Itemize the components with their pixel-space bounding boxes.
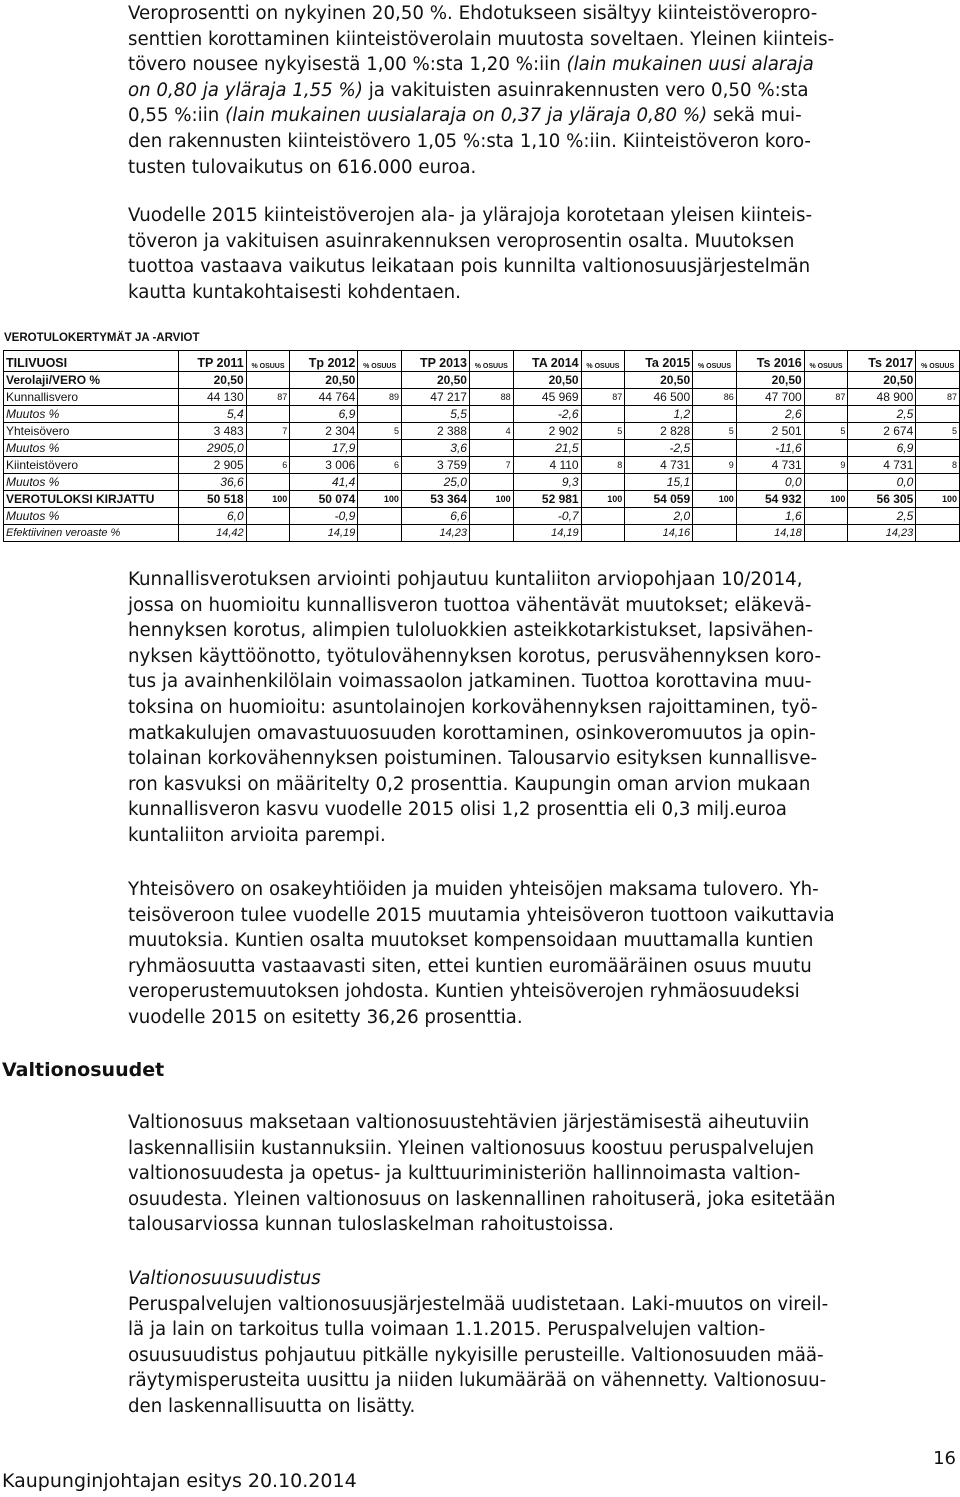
- value-cell: 2905,0: [178, 440, 246, 457]
- value-cell: -2,6: [513, 406, 581, 423]
- share-cell: [916, 525, 960, 542]
- value-cell: 50 074: [290, 491, 358, 508]
- table-row: [4, 457, 960, 474]
- italic-text: on 0,80 ja yläraja 1,55 %): [128, 79, 363, 101]
- value-cell: 47 217: [401, 389, 469, 406]
- value-cell: 2 902: [513, 423, 581, 440]
- header-cell: Ts 2017: [848, 351, 916, 372]
- share-cell: [469, 508, 513, 525]
- footer-text: Kaupunginjohtajan esitys 20.10.2014: [2, 1470, 357, 1492]
- row-label: Muutos %: [4, 474, 179, 491]
- header-cell: TP 2013: [401, 351, 469, 372]
- value-cell: 6,0: [178, 508, 246, 525]
- share-cell: [804, 508, 848, 525]
- value-cell: 6,9: [290, 406, 358, 423]
- share-cell: 4: [469, 423, 513, 440]
- share-cell: [693, 406, 737, 423]
- share-cell: [916, 372, 960, 389]
- share-cell: 5: [693, 423, 737, 440]
- text-line: töveron ja vakituisen asuinrakennuksen veroprosentin osalta. Muutoksen: [128, 230, 795, 252]
- value-cell: 2,5: [848, 508, 916, 525]
- italic-text: (lain mukainen uusi alaraja: [566, 54, 814, 76]
- share-cell: 87: [916, 389, 960, 406]
- table-row: [4, 440, 960, 457]
- value-cell: 46 500: [625, 389, 693, 406]
- share-cell: [246, 372, 290, 389]
- share-cell: [358, 508, 402, 525]
- value-cell: 4 110: [513, 457, 581, 474]
- value-cell: 1,2: [625, 406, 693, 423]
- text-line: teisöveroon tulee vuodelle 2015 muutamia yhteisöveron tuottoon vaikuttavia: [128, 904, 835, 926]
- share-cell: 6: [358, 457, 402, 474]
- share-cell: 7: [469, 457, 513, 474]
- row-label: Muutos %: [4, 406, 179, 423]
- share-cell: [804, 372, 848, 389]
- value-cell: 5,4: [178, 406, 246, 423]
- header-cell: TILIVUOSI: [4, 351, 179, 372]
- table-row: [4, 525, 960, 542]
- text-line: ron kasvuksi on määritelty 0,2 prosenttia. Kaupungin oman arvion mukaan: [128, 773, 811, 795]
- text-line: tuottoa vastaava vaikutus leikataan pois kunnilta valtionosuusjärjestelmän: [128, 256, 811, 278]
- value-cell: 14,19: [513, 525, 581, 542]
- table-row: [4, 372, 960, 389]
- value-cell: 14,42: [178, 525, 246, 542]
- value-cell: 21,5: [513, 440, 581, 457]
- value-cell: 14,16: [625, 525, 693, 542]
- share-cell: [246, 474, 290, 491]
- value-cell: 20,50: [290, 372, 358, 389]
- text-line: den rakennusten kiinteistövero 1,05 %:sta 1,10 %:iin. Kiinteistöveron koro-: [128, 130, 811, 152]
- italic-text: (lain mukainen uusialaraja on 0,37 ja yläraja 0,80 %): [225, 105, 708, 127]
- value-cell: 52 981: [513, 491, 581, 508]
- value-cell: 2,6: [736, 406, 804, 423]
- text-line: osuudesta. Yleinen valtionosuus on laskennallinen rahoituserä, joka esitetään: [128, 1188, 836, 1210]
- text-line: muutoksia. Kuntien osalta muutokset kompensoidaan muuttamalla kuntien: [128, 930, 814, 952]
- share-cell: 100: [246, 491, 290, 508]
- text-line: laskennallisiin kustannuksiin. Yleinen valtionosuus koostuu peruspalvelujen: [128, 1137, 815, 1159]
- share-cell: 100: [693, 491, 737, 508]
- value-cell: 3 483: [178, 423, 246, 440]
- value-cell: 2,5: [848, 406, 916, 423]
- share-cell: [469, 474, 513, 491]
- row-label: Efektiivinen veroaste %: [4, 525, 179, 542]
- value-cell: 14,23: [401, 525, 469, 542]
- paragraph-corporate-tax: [128, 877, 958, 1031]
- value-cell: 3 006: [290, 457, 358, 474]
- share-cell: [469, 525, 513, 542]
- share-cell: [581, 525, 625, 542]
- table-row: [4, 423, 960, 440]
- table-row: [4, 389, 960, 406]
- header-cell: TA 2014: [513, 351, 581, 372]
- share-cell: 100: [581, 491, 625, 508]
- value-cell: 14,19: [290, 525, 358, 542]
- share-cell: 87: [246, 389, 290, 406]
- value-cell: 1,6: [736, 508, 804, 525]
- text-line: den laskennallisuutta on lisätty.: [128, 1395, 416, 1417]
- header-pct-cell: % OSUUS: [358, 351, 402, 372]
- row-label: Muutos %: [4, 508, 179, 525]
- share-cell: 100: [804, 491, 848, 508]
- value-cell: 2 304: [290, 423, 358, 440]
- share-cell: [804, 474, 848, 491]
- share-cell: [358, 525, 402, 542]
- text-line: kunnallisveron kasvu vuodelle 2015 olisi 1,2 prosenttia eli 0,3 milj.euroa: [128, 799, 787, 821]
- intro-paragraph: [128, 1, 958, 180]
- value-cell: 50 518: [178, 491, 246, 508]
- value-cell: -0,7: [513, 508, 581, 525]
- row-label: Kiinteistövero: [4, 457, 179, 474]
- share-cell: [358, 406, 402, 423]
- row-label: Verolaji/VERO %: [4, 372, 179, 389]
- value-cell: 4 731: [736, 457, 804, 474]
- text-line: Kunnallisverotuksen arviointi pohjautuu kuntaliiton arviopohjaan 10/2014,: [128, 569, 803, 590]
- header-cell: Ts 2016: [736, 351, 804, 372]
- text-line: Veroprosentti on nykyinen 20,50 %. Ehdotukseen sisältyy kiinteistöveropro-: [128, 3, 818, 24]
- text-line: tus ja avainhenkilölain voimassaolon jatkaminen. Tuottoa korottavina muu-: [128, 671, 812, 693]
- share-cell: [581, 474, 625, 491]
- value-cell: 2 905: [178, 457, 246, 474]
- header-pct-cell: % OSUUS: [693, 351, 737, 372]
- share-cell: [581, 372, 625, 389]
- row-label: Kunnallisvero: [4, 389, 179, 406]
- value-cell: 48 900: [848, 389, 916, 406]
- share-cell: [804, 525, 848, 542]
- header-cell: TP 2011: [178, 351, 246, 372]
- text-line: senttien korottaminen kiinteistöverolain muutosta soveltaen. Yleinen kiinteis-: [128, 28, 835, 50]
- value-cell: 20,50: [178, 372, 246, 389]
- text-line: matkakulujen omavastuuosuuden korottaminen, osinkoveromuutos ja opin-: [128, 722, 816, 744]
- header-cell: Ta 2015: [625, 351, 693, 372]
- share-cell: 5: [581, 423, 625, 440]
- share-cell: 8: [581, 457, 625, 474]
- text-line: nyksen käyttöönotto, työtulovähennyksen korotus, perusvähennyksen koro-: [128, 645, 822, 667]
- share-cell: [693, 508, 737, 525]
- value-cell: 6,9: [848, 440, 916, 457]
- share-cell: 88: [469, 389, 513, 406]
- value-cell: 44 764: [290, 389, 358, 406]
- table-header-row: [4, 351, 960, 372]
- value-cell: 2 674: [848, 423, 916, 440]
- share-cell: [804, 406, 848, 423]
- value-cell: 44 130: [178, 389, 246, 406]
- share-cell: [358, 440, 402, 457]
- value-cell: 41,4: [290, 474, 358, 491]
- share-cell: 9: [693, 457, 737, 474]
- text-line: kuntaliiton arvioita parempi.: [128, 824, 386, 846]
- text-line: Valtionosuus maksetaan valtionosuustehtävien järjestämisestä aiheutuviin: [128, 1112, 810, 1133]
- share-cell: [916, 406, 960, 423]
- value-cell: 15,1: [625, 474, 693, 491]
- share-cell: [469, 440, 513, 457]
- value-cell: -2,5: [625, 440, 693, 457]
- share-cell: [469, 372, 513, 389]
- value-cell: 14,23: [848, 525, 916, 542]
- value-cell: 0,0: [736, 474, 804, 491]
- value-cell: 45 969: [513, 389, 581, 406]
- value-cell: 2 501: [736, 423, 804, 440]
- value-cell: 2 388: [401, 423, 469, 440]
- share-cell: [693, 525, 737, 542]
- share-cell: [693, 372, 737, 389]
- value-cell: 47 700: [736, 389, 804, 406]
- share-cell: [358, 372, 402, 389]
- share-cell: 5: [916, 423, 960, 440]
- share-cell: [246, 525, 290, 542]
- share-cell: [916, 508, 960, 525]
- share-cell: [693, 474, 737, 491]
- share-cell: 7: [246, 423, 290, 440]
- tax-revenue-table: [3, 350, 960, 542]
- value-cell: 54 932: [736, 491, 804, 508]
- section-heading: Valtionosuudet: [2, 1059, 165, 1081]
- text-line: hennyksen korotus, alimpien tuloluokkien asteikkotarkistukset, lapsivähen-: [128, 620, 814, 642]
- share-cell: [916, 440, 960, 457]
- share-cell: 89: [358, 389, 402, 406]
- share-cell: [246, 508, 290, 525]
- share-cell: 6: [246, 457, 290, 474]
- value-cell: 20,50: [513, 372, 581, 389]
- value-cell: 20,50: [625, 372, 693, 389]
- share-cell: [804, 440, 848, 457]
- share-cell: 100: [916, 491, 960, 508]
- header-pct-cell: % OSUUS: [581, 351, 625, 372]
- value-cell: 4 731: [848, 457, 916, 474]
- value-cell: 17,9: [290, 440, 358, 457]
- text-line: talousarviossa kunnan tuloslaskelman rahoitustoissa.: [128, 1214, 614, 1236]
- text-line: Vuodelle 2015 kiinteistöverojen ala- ja ylärajoja korotetaan yleisen kiinteis-: [128, 205, 813, 226]
- share-cell: 8: [916, 457, 960, 474]
- value-cell: 2,0: [625, 508, 693, 525]
- value-cell: 54 059: [625, 491, 693, 508]
- share-cell: 5: [358, 423, 402, 440]
- share-cell: [246, 440, 290, 457]
- share-cell: 87: [804, 389, 848, 406]
- share-cell: 86: [693, 389, 737, 406]
- value-cell: 2 828: [625, 423, 693, 440]
- value-cell: 6,6: [401, 508, 469, 525]
- table-row: [4, 491, 960, 508]
- value-cell: 9,3: [513, 474, 581, 491]
- text-line: jossa on huomioitu kunnallisveron tuottoa vähentävät muutokset; eläkevä-: [128, 594, 812, 616]
- header-pct-cell: % OSUUS: [246, 351, 290, 372]
- text-line: kautta kuntakohtaisesti kohdentaen.: [128, 281, 461, 303]
- text-line: vuodelle 2015 on esitetty 36,26 prosenttia.: [128, 1006, 523, 1028]
- value-cell: 25,0: [401, 474, 469, 491]
- share-cell: [581, 406, 625, 423]
- text-line: räytymisperusteita uusittu ja niiden lukumäärää on vähennetty. Valtionosuu-: [128, 1370, 827, 1392]
- subheading: Valtionosuusuudistus: [128, 1268, 321, 1289]
- text-line: veroperustemuutoksen johdosta. Kuntien yhteisöverojen ryhmäosuudeksi: [128, 981, 800, 1003]
- share-cell: 87: [581, 389, 625, 406]
- value-cell: 20,50: [401, 372, 469, 389]
- row-label: VEROTULOKSI KIRJATTU: [4, 491, 179, 508]
- text-line: valtionosuudesta ja opetus- ja kulttuuriministeriön hallinnoimasta valtion-: [128, 1163, 801, 1185]
- value-cell: 3 759: [401, 457, 469, 474]
- value-cell: 14,18: [736, 525, 804, 542]
- table-row: [4, 508, 960, 525]
- text-line: Yhteisövero on osakeyhtiöiden ja muiden yhteisöjen maksama tulovero. Yh-: [128, 879, 819, 900]
- header-pct-cell: % OSUUS: [804, 351, 848, 372]
- text-line: osuusuudistus pohjautuu pitkälle nykyisille perusteille. Valtionosuuden mää-: [128, 1344, 824, 1366]
- share-cell: [469, 406, 513, 423]
- header-pct-cell: % OSUUS: [916, 351, 960, 372]
- value-cell: -0,9: [290, 508, 358, 525]
- value-cell: 20,50: [848, 372, 916, 389]
- text-line: tolainan korkovähennyksen poistuminen. Talousarvio esityksen kunnallisve-: [128, 748, 818, 770]
- value-cell: 4 731: [625, 457, 693, 474]
- share-cell: 5: [804, 423, 848, 440]
- share-cell: [358, 474, 402, 491]
- table-title: VEROTULOKERTYMÄT JA -ARVIOT: [4, 332, 200, 344]
- value-cell: 53 364: [401, 491, 469, 508]
- paragraph-subsidy-reform: [128, 1266, 958, 1420]
- text-line: lä ja lain on tarkoitus tulla voimaan 1.1.2015. Peruspalvelujen valtion-: [128, 1319, 766, 1341]
- header-pct-cell: % OSUUS: [469, 351, 513, 372]
- share-cell: [916, 474, 960, 491]
- share-cell: [581, 508, 625, 525]
- page-number: 16: [933, 1448, 956, 1469]
- share-cell: [246, 406, 290, 423]
- share-cell: [693, 440, 737, 457]
- value-cell: -11,6: [736, 440, 804, 457]
- paragraph-limits: [128, 203, 958, 305]
- text-line: tövero nousee nykyisestä 1,00 %:sta 1,20 %:iin (lain mukainen uusi alaraja: [128, 54, 814, 76]
- text-line: Peruspalvelujen valtionosuusjärjestelmää uudistetaan. Laki-muutos on vireil-: [128, 1293, 829, 1315]
- row-label: Muutos %: [4, 440, 179, 457]
- value-cell: 56 305: [848, 491, 916, 508]
- text-line: on 0,80 ja yläraja 1,55 %) ja vakituisten asuinrakennusten vero 0,50 %:sta: [128, 79, 809, 101]
- text-line: 0,55 %:iin (lain mukainen uusialaraja on 0,37 ja yläraja 0,80 %) sekä mui-: [128, 105, 802, 127]
- table-row: [4, 406, 960, 423]
- value-cell: 3,6: [401, 440, 469, 457]
- value-cell: 36,6: [178, 474, 246, 491]
- share-cell: 9: [804, 457, 848, 474]
- text-line: tusten tulovaikutus on 616.000 euroa.: [128, 156, 477, 178]
- header-cell: Tp 2012: [290, 351, 358, 372]
- table-row: [4, 474, 960, 491]
- share-cell: 100: [469, 491, 513, 508]
- text-line: ryhmäosuutta vastaavasti siten, ettei kuntien euromääräinen osuus muutu: [128, 955, 812, 977]
- value-cell: 5,5: [401, 406, 469, 423]
- paragraph-municipal-tax: [128, 567, 958, 849]
- text-line: toksina on huomioitu: asuntolainojen korkovähennyksen rajoittaminen, työ-: [128, 696, 818, 718]
- value-cell: 0,0: [848, 474, 916, 491]
- share-cell: 100: [358, 491, 402, 508]
- paragraph-state-subsidy: [128, 1110, 958, 1238]
- row-label: Yhteisövero: [4, 423, 179, 440]
- share-cell: [581, 440, 625, 457]
- value-cell: 20,50: [736, 372, 804, 389]
